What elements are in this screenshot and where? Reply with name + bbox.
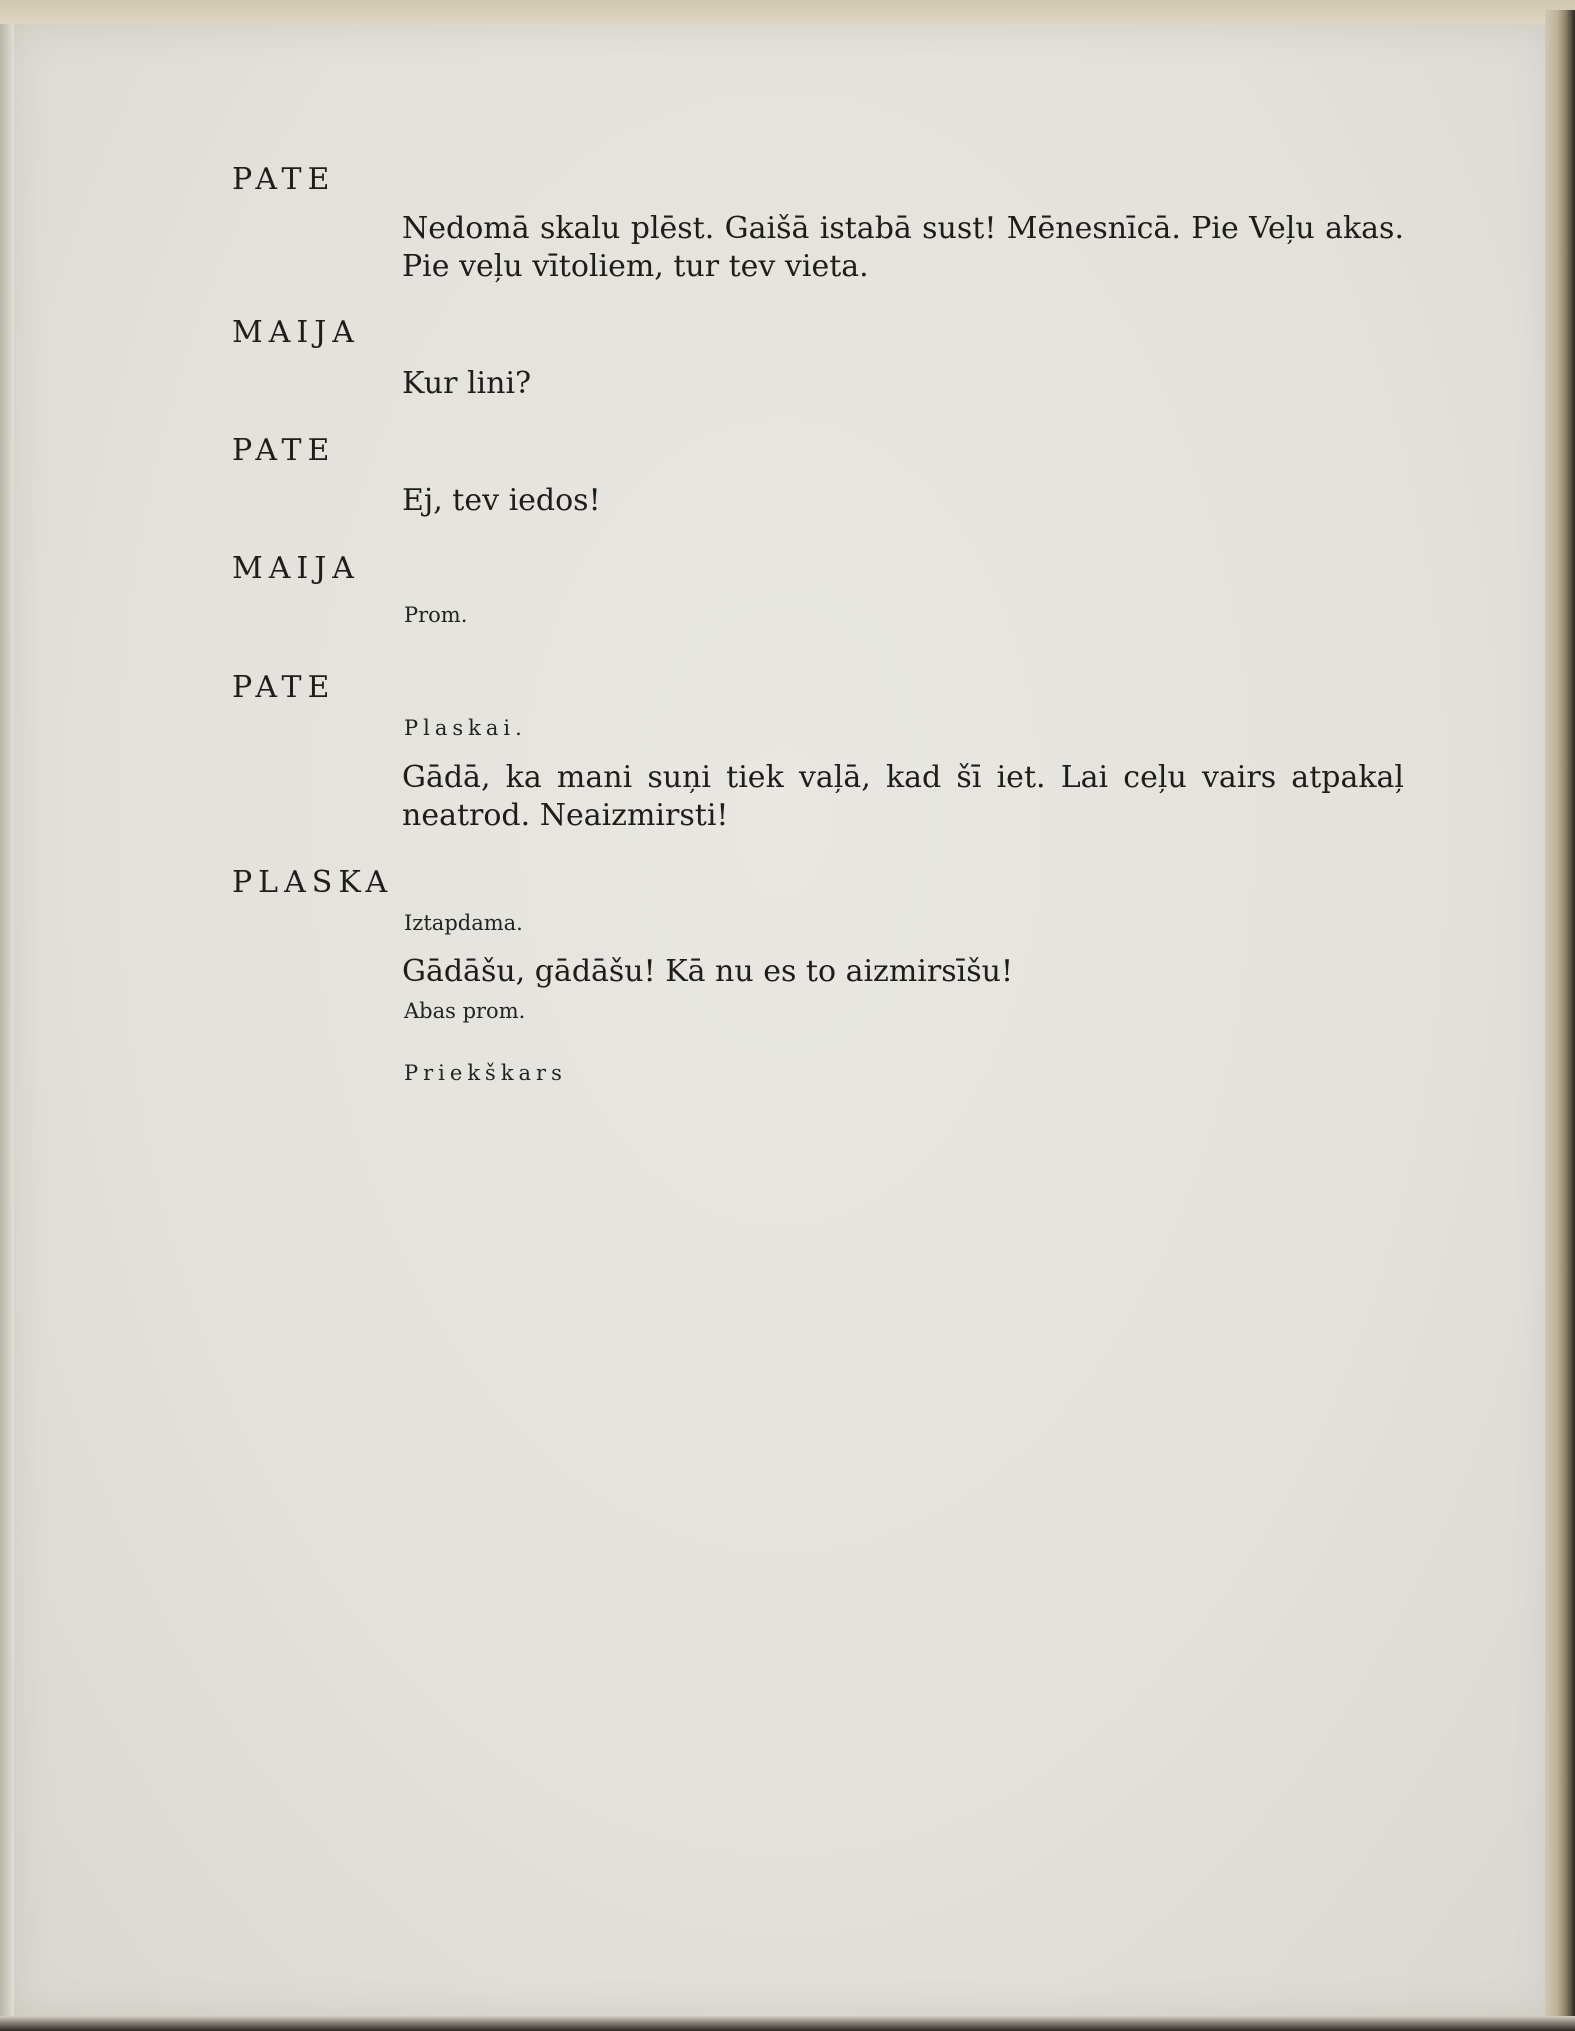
dialogue-line-1: Nedomā skalu plēst. Gaišā istabā sust! Mēnesnīcā. Pie Veļu akas. Pie veļu vītoliem, tur tev vieta. [402,211,1404,284]
stage-direction-plaskai: Plaskai. [404,716,527,740]
stage-direction-iztapdama: Iztapdama. [404,911,523,935]
scan-bottom-edge [0,2016,1575,2031]
stage-direction-abas-prom: Abas prom. [404,999,526,1023]
dialogue-line-4: Gādā, ka mani suņi tiek vaļā, kad šī iet. Lai ceļu vairs atpakaļ neatrod. Neaizmirsti! [402,760,1404,833]
closing-curtain: Priekškars [404,1061,567,1085]
stage-direction-prom: Prom. [404,603,468,627]
speaker-plaska: PLASKA [232,865,394,900]
scan-top-edge [0,0,1575,26]
speaker-maija-1: MAIJA [232,315,360,350]
speaker-pate-3: PATE [232,670,336,705]
dialogue-line-5: Gādāšu, gādāšu! Kā nu es to aizmirsīšu! [402,954,1014,989]
speaker-pate-2: PATE [232,433,336,468]
speaker-pate-1: PATE [232,162,336,197]
book-spine-edge [1545,10,1575,2031]
page-left-edge [0,24,14,2019]
speaker-maija-2: MAIJA [232,551,360,586]
dialogue-line-3: Ej, tev iedos! [402,483,601,518]
dialogue-line-2: Kur lini? [402,366,532,401]
